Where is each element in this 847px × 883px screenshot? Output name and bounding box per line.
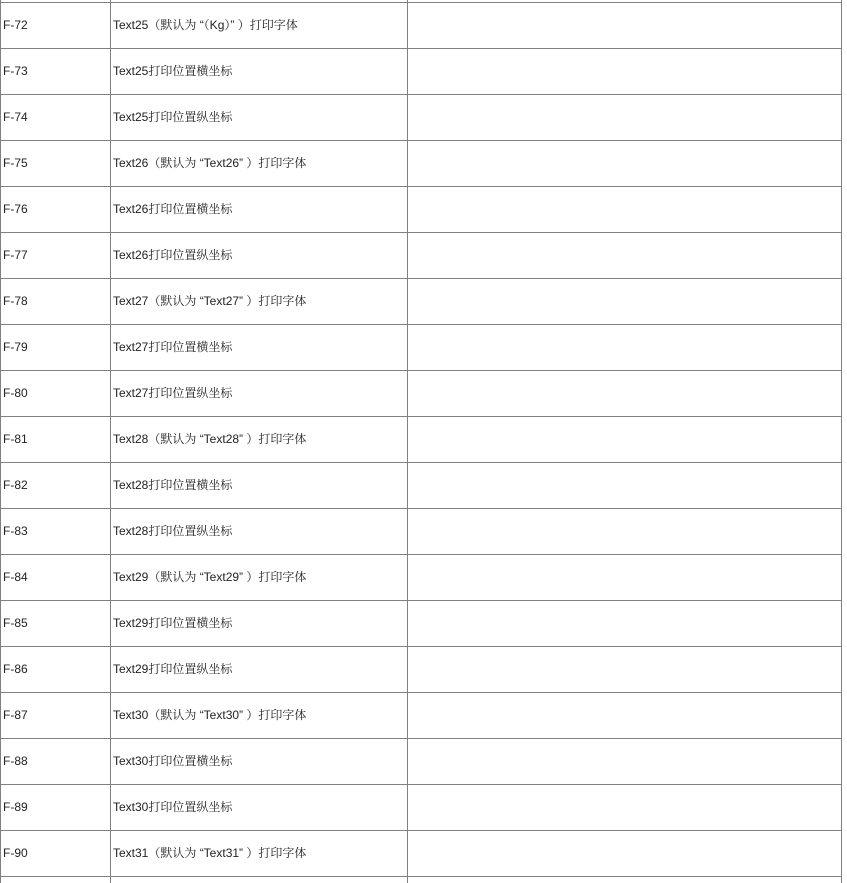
row-code-cell: F-83 (1, 509, 111, 555)
table-row (1, 417, 842, 463)
row-value-cell (408, 647, 842, 693)
row-value-cell (408, 371, 842, 417)
row-value-cell (408, 49, 842, 95)
row-code-cell: F-80 (1, 371, 111, 417)
row-code-cell: F-75 (1, 141, 111, 187)
row-description-cell (111, 877, 408, 883)
row-description-cell: Text28（默认为 “Text28” ）打印字体 (111, 417, 408, 463)
table-row (1, 693, 842, 739)
row-value-cell (408, 95, 842, 141)
table-row (1, 141, 842, 187)
row-value-cell (408, 325, 842, 371)
row-description-cell: Text30（默认为 “Text30” ）打印字体 (111, 693, 408, 739)
row-code-cell: F-81 (1, 417, 111, 463)
row-value-cell (408, 739, 842, 785)
row-description-cell: Text25（默认为 “（Kg）” ）打印字体 (111, 3, 408, 49)
table-row (1, 463, 842, 509)
row-code-cell: F-84 (1, 555, 111, 601)
table-row (1, 95, 842, 141)
row-value-cell (408, 463, 842, 509)
row-value-cell (408, 509, 842, 555)
row-code-cell: F-77 (1, 233, 111, 279)
row-code-cell: F-72 (1, 3, 111, 49)
row-code-cell (1, 877, 111, 883)
table-row (1, 647, 842, 693)
table-row (1, 279, 842, 325)
row-description-cell: Text26（默认为 “Text26” ）打印字体 (111, 141, 408, 187)
row-value-cell (408, 187, 842, 233)
row-value-cell (408, 279, 842, 325)
row-value-cell (408, 417, 842, 463)
row-value-cell (408, 693, 842, 739)
table-row (1, 739, 842, 785)
table-row (1, 601, 842, 647)
row-value-cell (408, 141, 842, 187)
row-code-cell: F-85 (1, 601, 111, 647)
table-row (1, 555, 842, 601)
row-value-cell (408, 601, 842, 647)
row-code-cell: F-73 (1, 49, 111, 95)
table-row (1, 509, 842, 555)
row-description-cell: Text29打印位置纵坐标 (111, 647, 408, 693)
row-description-cell: Text31（默认为 “Text31” ）打印字体 (111, 831, 408, 877)
row-description-cell: Text26打印位置纵坐标 (111, 233, 408, 279)
table-row (1, 785, 842, 831)
row-description-cell: Text29打印位置横坐标 (111, 601, 408, 647)
row-description-cell: Text28打印位置横坐标 (111, 463, 408, 509)
partial-row-bottom (1, 877, 842, 883)
row-description-cell: Text30打印位置横坐标 (111, 739, 408, 785)
row-code-cell: F-76 (1, 187, 111, 233)
row-description-cell: Text29（默认为 “Text29” ）打印字体 (111, 555, 408, 601)
row-value-cell (408, 877, 842, 883)
row-description-cell: Text28打印位置纵坐标 (111, 509, 408, 555)
table-row (1, 233, 842, 279)
row-description-cell: Text27（默认为 “Text27” ）打印字体 (111, 279, 408, 325)
table-row (1, 187, 842, 233)
parameter-table-body (1, 0, 842, 883)
row-description-cell: Text25打印位置横坐标 (111, 49, 408, 95)
row-code-cell: F-89 (1, 785, 111, 831)
row-description-cell: Text26打印位置横坐标 (111, 187, 408, 233)
table-row (1, 325, 842, 371)
row-code-cell: F-82 (1, 463, 111, 509)
row-code-cell: F-78 (1, 279, 111, 325)
row-code-cell: F-88 (1, 739, 111, 785)
row-code-cell: F-87 (1, 693, 111, 739)
row-code-cell: F-90 (1, 831, 111, 877)
row-value-cell (408, 555, 842, 601)
table-row (1, 831, 842, 877)
table-row (1, 371, 842, 417)
row-code-cell: F-74 (1, 95, 111, 141)
row-value-cell (408, 3, 842, 49)
row-description-cell: Text27打印位置纵坐标 (111, 371, 408, 417)
row-description-cell: Text27打印位置横坐标 (111, 325, 408, 371)
row-code-cell: F-86 (1, 647, 111, 693)
row-description-cell: Text25打印位置纵坐标 (111, 95, 408, 141)
table-row (1, 49, 842, 95)
row-value-cell (408, 831, 842, 877)
row-value-cell (408, 233, 842, 279)
table-row (1, 3, 842, 49)
row-code-cell: F-79 (1, 325, 111, 371)
row-description-cell: Text30打印位置纵坐标 (111, 785, 408, 831)
row-value-cell (408, 785, 842, 831)
